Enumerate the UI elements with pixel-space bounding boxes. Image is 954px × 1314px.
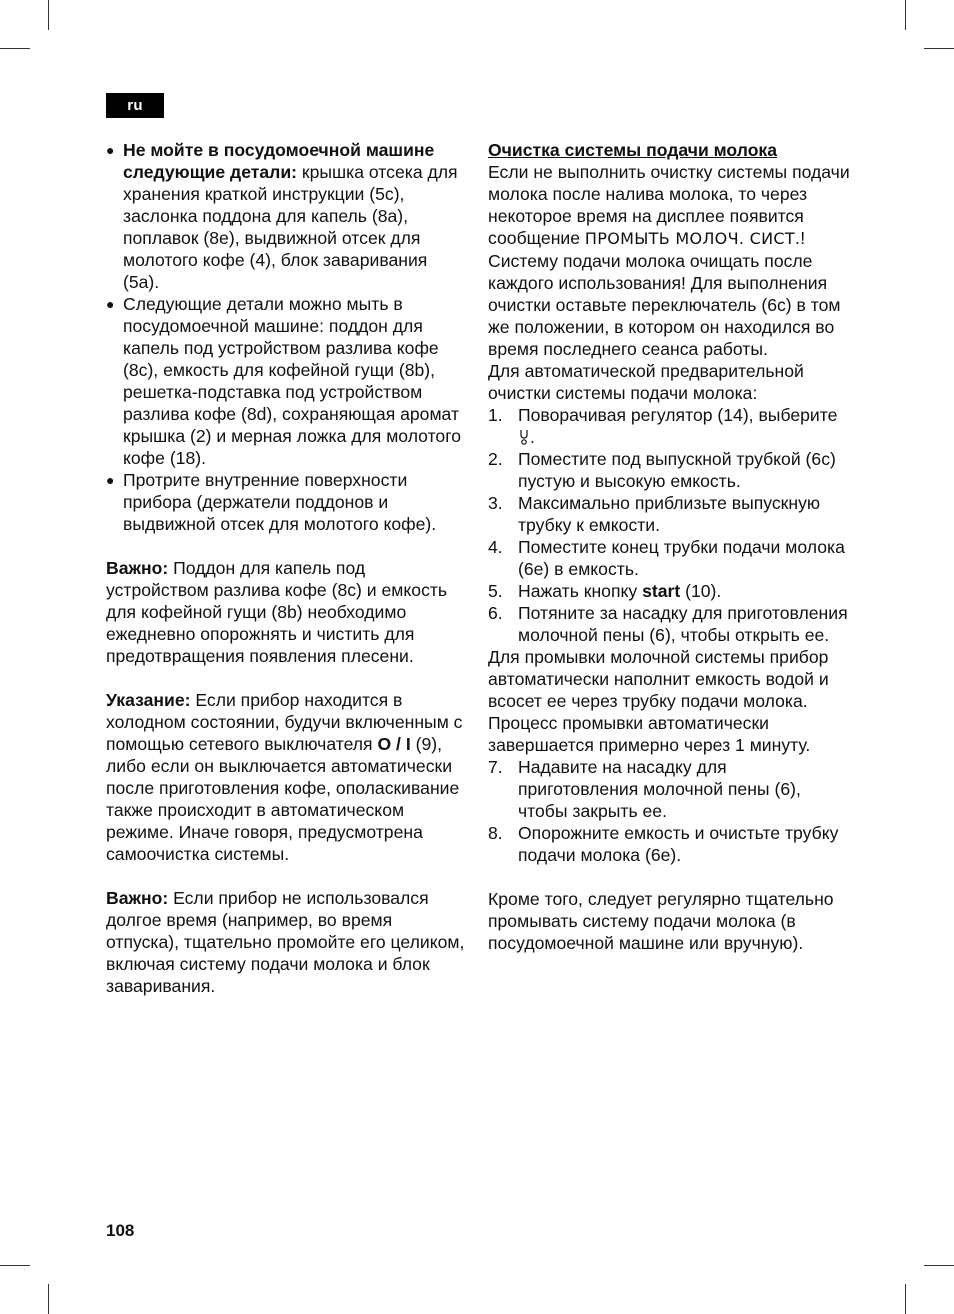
important-text: Поддон для капель под устройством разлива кофе (8c) и емкость для кофейной гущи (8b) необходимо ежедневно опорожнять и чистить для предотвращения появления плесени. <box>106 558 448 666</box>
start-key-label: start <box>642 581 681 601</box>
list-item <box>106 293 468 469</box>
left-column <box>106 139 468 997</box>
paragraph <box>488 161 850 250</box>
paragraph-text: Если не выполнить очистку системы подачи молока после налива молока, то через некоторое время на дисплее появится сообщение <box>488 162 850 248</box>
hint-text: (9), либо если он выключается автоматически после приготовления кофе, ополаскивание также происходит в автоматическом режиме. Иначе говоря, предусмотрена самоочистка системы. <box>106 734 460 864</box>
important-label: Важно: <box>106 558 169 578</box>
step-number: 7. <box>488 757 503 777</box>
important-note-1 <box>106 557 468 667</box>
important-text: Если прибор не использовался долгое время (например, во время отпуска), тщательно промойте его целиком, включая систему подачи молока и блок заваривания. <box>106 888 465 996</box>
step-text: Поместите конец трубки подачи молока (6e) в емкость. <box>518 537 845 579</box>
step-text: Нажать кнопку <box>518 581 643 601</box>
section-heading: Очистка системы подачи молока <box>488 140 778 160</box>
step-text: . <box>530 427 535 447</box>
paragraph: Систему подачи молока очищать после каждого использования! Для выполнения очистки оставьте переключатель (6c) в том же положении, в котором он находился во время последнего сеанса работы. <box>488 251 841 359</box>
crop-mark <box>924 48 954 49</box>
bullet-text: крышка отсека для хранения краткой инструкции (5c), заслонка поддона для капель (8a), поплавок (8e), выдвижной отсек для молотого кофе (4), блок заваривания (5a). <box>123 162 458 292</box>
crop-mark <box>48 1284 49 1314</box>
paragraph: Для промывки молочной системы прибор автоматически наполнит емкость водой и всосет ее через трубку подачи молока. Процесс промывки автоматически завершается примерно через 1 минуту. <box>488 647 829 755</box>
list-item <box>106 139 468 293</box>
bullet-text: Следующие детали можно мыть в посудомоечной машине: поддон для капель под устройством разлива кофе (8c), емкость для кофейной гущи (8b), решетка-подставка под устройством разлива кофе (8d), сохраняющая аромат крышка (2) и мерная ложка для молотого кофе (18). <box>123 294 462 468</box>
list-item <box>488 536 850 580</box>
cleaning-bullet-list <box>106 139 468 535</box>
list-item <box>106 469 468 535</box>
crop-mark <box>0 48 30 49</box>
list-item <box>488 404 850 448</box>
step-number: 6. <box>488 603 503 623</box>
display-message: ПРОМЫТЬ МОЛОЧ. СИСТ. <box>584 229 801 248</box>
step-number: 3. <box>488 493 503 513</box>
step-text: Потяните за насадку для приготовления молочной пены (6), чтобы открыть ее. <box>518 603 848 645</box>
step-number: 8. <box>488 823 503 843</box>
step-text: Надавите на насадку для приготовления молочной пены (6), чтобы закрыть ее. <box>518 757 801 821</box>
right-column <box>488 139 850 954</box>
step-number: 1. <box>488 405 503 425</box>
crop-mark <box>48 0 49 30</box>
list-item <box>488 822 850 866</box>
paragraph: Кроме того, следует регулярно тщательно промывать систему подачи молока (в посудомоечной машине или вручную). <box>488 889 834 953</box>
list-item <box>488 756 850 822</box>
steps-list-2 <box>488 756 850 866</box>
important-label: Важно: <box>106 888 169 908</box>
step-number: 2. <box>488 449 503 469</box>
crop-mark <box>924 1265 954 1266</box>
crop-mark <box>0 1265 30 1266</box>
step-text: Опорожните емкость и очистьте трубку подачи молока (6e). <box>518 823 839 865</box>
step-text: Максимально приблизьте выпускную трубку к емкости. <box>518 493 821 535</box>
steps-list-1 <box>488 404 850 646</box>
paragraph: Для автоматической предварительной очистки системы подачи молока: <box>488 361 804 403</box>
bullet-text: Протрите внутренние поверхности прибора (держатели поддонов и выдвижной отсек для молотого кофе). <box>123 470 437 534</box>
hint-text: Если прибор находится в холодном состоянии, будучи включенным с помощью сетевого выключателя <box>106 690 463 754</box>
step-text: (10). <box>680 581 722 601</box>
crop-mark <box>905 0 906 30</box>
step-text: Поместите под выпускной трубкой (6c) пустую и высокую емкость. <box>518 449 836 491</box>
power-switch-symbol: O / I <box>377 734 411 754</box>
list-item <box>488 602 850 646</box>
list-item <box>488 580 850 602</box>
hint-note <box>106 689 468 865</box>
step-text: Поворачивая регулятор (14), выберите <box>518 405 838 425</box>
step-number: 4. <box>488 537 503 557</box>
list-item <box>488 448 850 492</box>
crop-mark <box>905 1284 906 1314</box>
language-tag: ru <box>106 93 164 118</box>
hint-label: Указание: <box>106 690 191 710</box>
paragraph-text: ! <box>800 228 806 248</box>
important-note-2 <box>106 887 468 997</box>
step-number: 5. <box>488 581 503 601</box>
list-item <box>488 492 850 536</box>
milk-rinse-icon <box>519 429 529 445</box>
bullet-bold-lead: Не мойте в посудомоечной машине следующие детали: <box>123 140 435 182</box>
page-number: 108 <box>106 1221 135 1240</box>
